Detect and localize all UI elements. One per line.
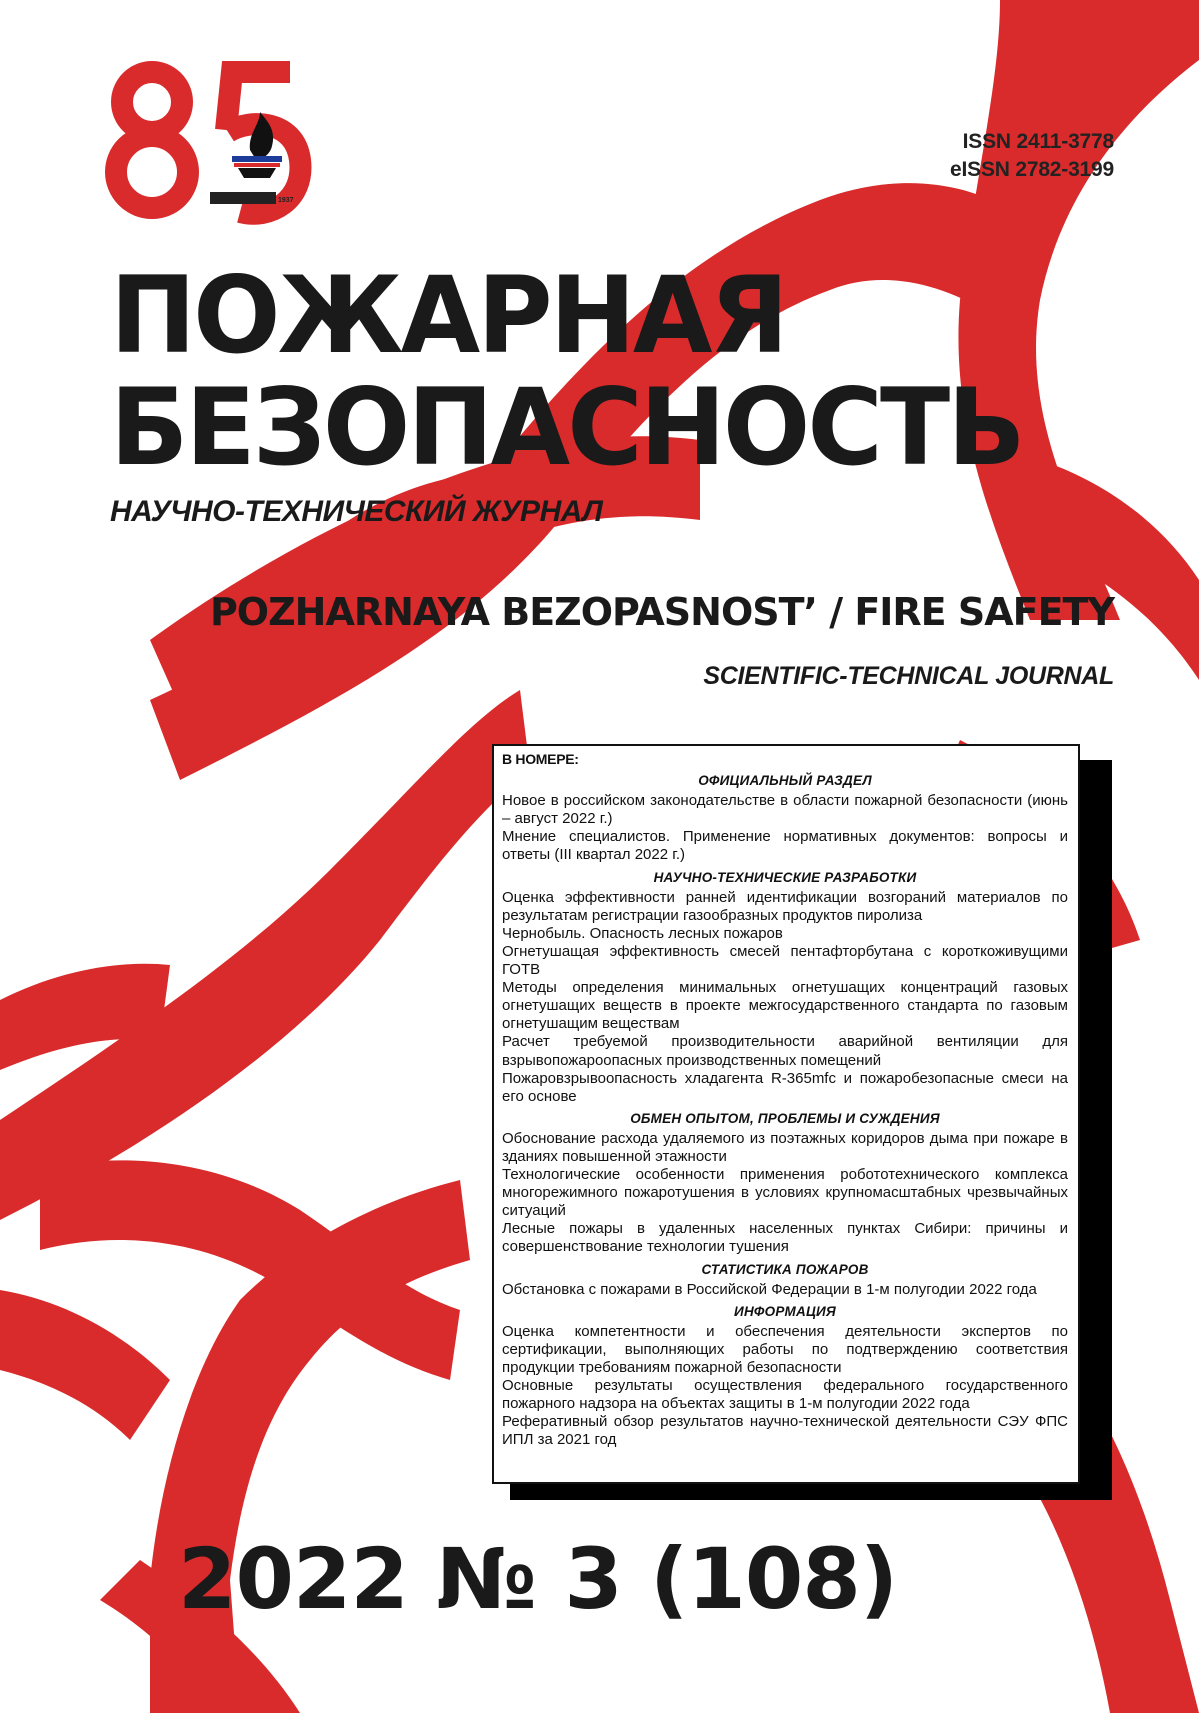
issn-electronic: eISSN 2782-3199 [950, 158, 1114, 181]
toc-item: Основные результаты осуществления федерального государственного пожарного надзора на объектах защиты в 1-м полугодии 2022 года [502, 1377, 1068, 1413]
toc-item: Обоснование расхода удаляемого из поэтажных коридоров дыма при пожаре в зданиях повышенной этажности [502, 1129, 1068, 1165]
toc-item: Огнетушащая эффективность смесей пентафторбутана с короткоживущими ГОТВ [502, 942, 1068, 979]
toc-item: Оценка компетентности и обеспечения деятельности экспертов по сертификации, выполняющих работы по подтверждению соответствия продукции требованиям пожарной безопасности [502, 1322, 1068, 1376]
journal-subtitle-ru: НАУЧНО-ТЕХНИЧЕСКИЙ ЖУРНАЛ [110, 495, 603, 528]
logo-caption: 1937 [278, 197, 294, 204]
logo-85-icon [100, 60, 330, 230]
toc-item: Мнение специалистов. Применение нормативных документов: вопросы и ответы (III квартал 2022 г.) [502, 828, 1068, 864]
toc-section-heading: СТАТИСТИКА ПОЖАРОВ [701, 1261, 869, 1277]
toc-item: Обстановка с пожарами в Российской Федерации в 1-м полугодии 2022 года [502, 1280, 1037, 1298]
toc-item: Чернобыль. Опасность лесных пожаров [502, 924, 783, 942]
journal-title-ru [110, 254, 1023, 489]
toc-section-heading: ОФИЦИАЛЬНЫЙ РАЗДЕЛ [698, 773, 872, 789]
toc-section-heading: ОБМЕН ОПЫТОМ, ПРОБЛЕМЫ И СУЖДЕНИЯ [630, 1110, 940, 1126]
toc-body [502, 772, 1068, 1449]
toc-item: Пожаровзрывоопасность хладагента R-365mfc и пожаробезопасные смеси на его основе [502, 1069, 1068, 1105]
toc-section-heading: ИНФОРМАЦИЯ [734, 1303, 836, 1319]
table-of-contents [492, 744, 1080, 1484]
journal-title-en: POZHARNAYA BEZOPASNOST’ / FIRE SAFETY [209, 590, 1114, 634]
toc-label: В НОМЕРЕ: [502, 751, 579, 767]
toc-item: Реферативный обзор результатов научно-технической деятельности СЭУ ФПС ИПЛ за 2021 год [502, 1413, 1068, 1449]
toc-item: Лесные пожары в удаленных населенных пунктах Сибири: причины и совершенствование технологии тушения [502, 1220, 1068, 1256]
toc-item: Новое в российском законодательстве в области пожарной безопасности (июнь – август 2022 г.) [502, 792, 1068, 828]
toc-item: Оценка эффективности ранней идентификации возгораний материалов по результатам регистрации газообразных продуктов пиролиза [502, 888, 1068, 924]
issn-print: ISSN 2411-3778 [962, 130, 1114, 153]
toc-item: Методы определения минимальных огнетушащих концентраций газовых огнетушащих веществ в проекте межгосударственного стандарта по газовым огнетушащим веществам [502, 979, 1068, 1033]
toc-section-heading: НАУЧНО-ТЕХНИЧЕСКИЕ РАЗРАБОТКИ [653, 869, 917, 885]
issue-number: 2022 № 3 (108) [178, 1530, 898, 1628]
issn-block [950, 128, 1114, 184]
journal-subtitle-en: SCIENTIFIC-TECHNICAL JOURNAL [703, 662, 1114, 690]
toc-item: Расчет требуемой производительности аварийной вентиляции для взрывопожароопасных производственных помещений [502, 1033, 1068, 1069]
toc-item: Технологические особенности применения робототехнического комплекса многорежимного пожаротушения в условиях крупномасштабных чрезвычайных ситуаций [502, 1166, 1068, 1220]
title-ru-line2: БЕЗОПАСНОСТЬ [110, 366, 1023, 489]
anniversary-logo [100, 60, 330, 230]
title-ru-line1: ПОЖАРНАЯ [110, 254, 786, 377]
